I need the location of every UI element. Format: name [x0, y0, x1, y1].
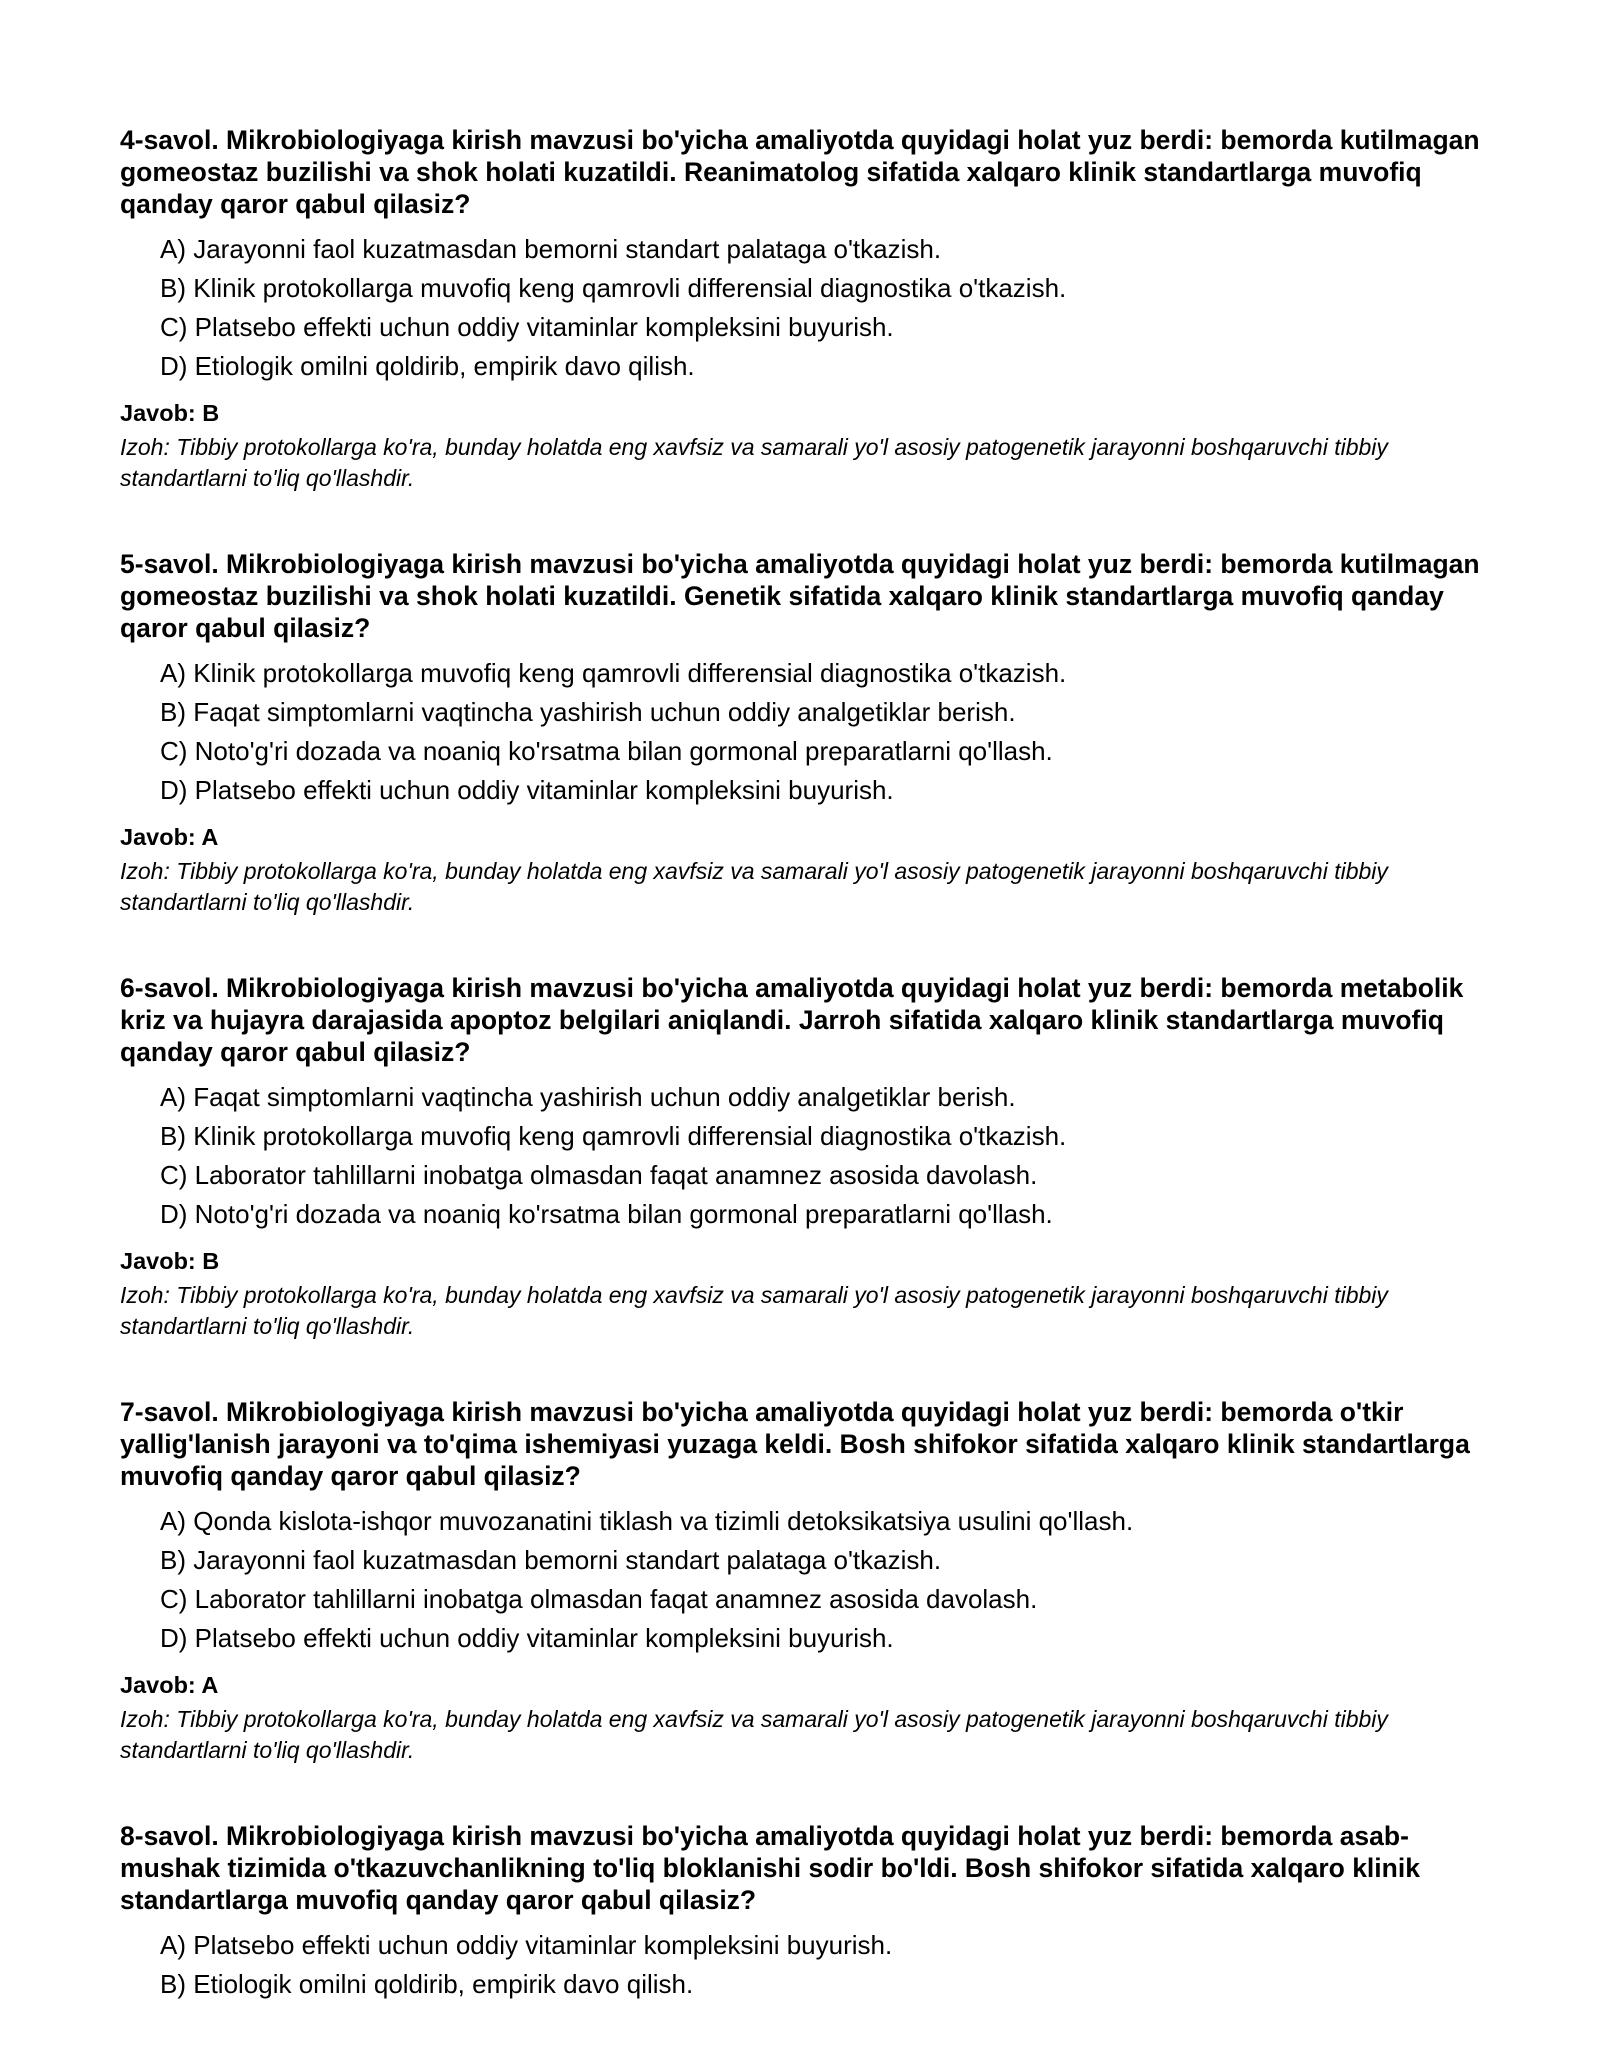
options-list: [160, 230, 1490, 386]
question-5: [120, 548, 1490, 918]
option-d: D) Platsebo effekti uchun oddiy vitaminlar kompleksini buyurish.: [160, 775, 894, 805]
option-b: B) Jarayonni faol kuzatmasdan bemorni standart palataga o'tkazish.: [160, 1545, 942, 1575]
document-page: [120, 124, 1490, 2058]
question-title: 8-savol. Mikrobiologiyaga kirish mavzusi bo'yicha amaliyotda quyidagi holat yuz berdi: bemorda asab-mushak tizimida o'tkazuvchanlikning to'liq bloklanishi sodir bo'ldi. Bosh shifokor sifatida xalqaro klinik standartlarga muvofiq qanday qaror qabul qilasiz?: [120, 1821, 1420, 1915]
answer-label: Javob: B: [120, 1248, 220, 1274]
question-6: [120, 972, 1490, 1342]
options-list: [160, 1078, 1490, 1234]
question-7: [120, 1396, 1490, 1766]
question-title: 6-savol. Mikrobiologiyaga kirish mavzusi bo'yicha amaliyotda quyidagi holat yuz berdi: bemorda metabolik kriz va hujayra darajasida apoptoz belgilari aniqlandi. Jarroh sifatida xalqaro klinik standartlarga muvofiq qanday qaror qabul qilasiz?: [120, 973, 1464, 1067]
option-d: D) Noto'g'ri dozada va noaniq ko'rsatma bilan gormonal preparatlarni qo'llash.: [160, 1199, 1053, 1229]
option-c: C) Noto'g'ri dozada va noaniq ko'rsatma bilan gormonal preparatlarni qo'llash.: [160, 736, 1053, 766]
explanation-note: Izoh: Tibbiy protokollarga ko'ra, bunday holatda eng xavfsiz va samarali yo'l asosiy patogenetik jarayonni boshqaruvchi tibbiy standartlarni to'liq qo'llashdir.: [120, 858, 1388, 915]
options-list: [160, 1926, 1490, 2004]
option-a: A) Jarayonni faol kuzatmasdan bemorni standart palataga o'tkazish.: [160, 234, 942, 264]
option-d: D) Etiologik omilni qoldirib, empirik davo qilish.: [160, 351, 695, 381]
option-d: D) Platsebo effekti uchun oddiy vitaminlar kompleksini buyurish.: [160, 1623, 894, 1653]
option-a: A) Qonda kislota-ishqor muvozanatini tiklash va tizimli detoksikatsiya usulini qo'llash.: [160, 1506, 1134, 1536]
options-list: [160, 654, 1490, 810]
explanation-note: Izoh: Tibbiy protokollarga ko'ra, bunday holatda eng xavfsiz va samarali yo'l asosiy patogenetik jarayonni boshqaruvchi tibbiy standartlarni to'liq qo'llashdir.: [120, 1706, 1388, 1763]
option-c: C) Laborator tahlillarni inobatga olmasdan faqat anamnez asosida davolash.: [160, 1160, 1038, 1190]
question-title: 4-savol. Mikrobiologiyaga kirish mavzusi bo'yicha amaliyotda quyidagi holat yuz berdi: bemorda kutilmagan gomeostaz buzilishi va shok holati kuzatildi. Reanimatolog sifatida xalqaro klinik standartlarga muvofiq qanday qaror qabul qilasiz?: [120, 125, 1480, 219]
question-4: [120, 124, 1490, 494]
answer-label: Javob: A: [120, 1672, 219, 1698]
question-title: 7-savol. Mikrobiologiyaga kirish mavzusi bo'yicha amaliyotda quyidagi holat yuz berdi: bemorda o'tkir yallig'lanish jarayoni va to'qima ishemiyasi yuzaga keldi. Bosh shifokor sifatida xalqaro klinik standartlarga muvofiq qanday qaror qabul qilasiz?: [120, 1397, 1470, 1491]
option-a: A) Klinik protokollarga muvofiq keng qamrovli differensial diagnostika o'tkazish.: [160, 658, 1067, 688]
option-b: B) Etiologik omilni qoldirib, empirik davo qilish.: [160, 1969, 694, 1999]
answer-label: Javob: B: [120, 400, 220, 426]
question-8: [120, 1820, 1490, 2004]
option-b: B) Klinik protokollarga muvofiq keng qamrovli differensial diagnostika o'tkazish.: [160, 1121, 1067, 1151]
option-b: B) Faqat simptomlarni vaqtincha yashirish uchun oddiy analgetiklar berish.: [160, 697, 1016, 727]
explanation-note: Izoh: Tibbiy protokollarga ko'ra, bunday holatda eng xavfsiz va samarali yo'l asosiy patogenetik jarayonni boshqaruvchi tibbiy standartlarni to'liq qo'llashdir.: [120, 1282, 1388, 1339]
option-a: A) Platsebo effekti uchun oddiy vitaminlar kompleksini buyurish.: [160, 1930, 893, 1960]
option-c: C) Platsebo effekti uchun oddiy vitaminlar kompleksini buyurish.: [160, 312, 894, 342]
option-c: C) Laborator tahlillarni inobatga olmasdan faqat anamnez asosida davolash.: [160, 1584, 1038, 1614]
option-b: B) Klinik protokollarga muvofiq keng qamrovli differensial diagnostika o'tkazish.: [160, 273, 1067, 303]
question-title: 5-savol. Mikrobiologiyaga kirish mavzusi bo'yicha amaliyotda quyidagi holat yuz berdi: bemorda kutilmagan gomeostaz buzilishi va shok holati kuzatildi. Genetik sifatida xalqaro klinik standartlarga muvofiq qanday qaror qabul qilasiz?: [120, 549, 1480, 643]
answer-label: Javob: A: [120, 824, 219, 850]
explanation-note: Izoh: Tibbiy protokollarga ko'ra, bunday holatda eng xavfsiz va samarali yo'l asosiy patogenetik jarayonni boshqaruvchi tibbiy standartlarni to'liq qo'llashdir.: [120, 434, 1388, 491]
options-list: [160, 1502, 1490, 1658]
option-a: A) Faqat simptomlarni vaqtincha yashirish uchun oddiy analgetiklar berish.: [160, 1082, 1016, 1112]
